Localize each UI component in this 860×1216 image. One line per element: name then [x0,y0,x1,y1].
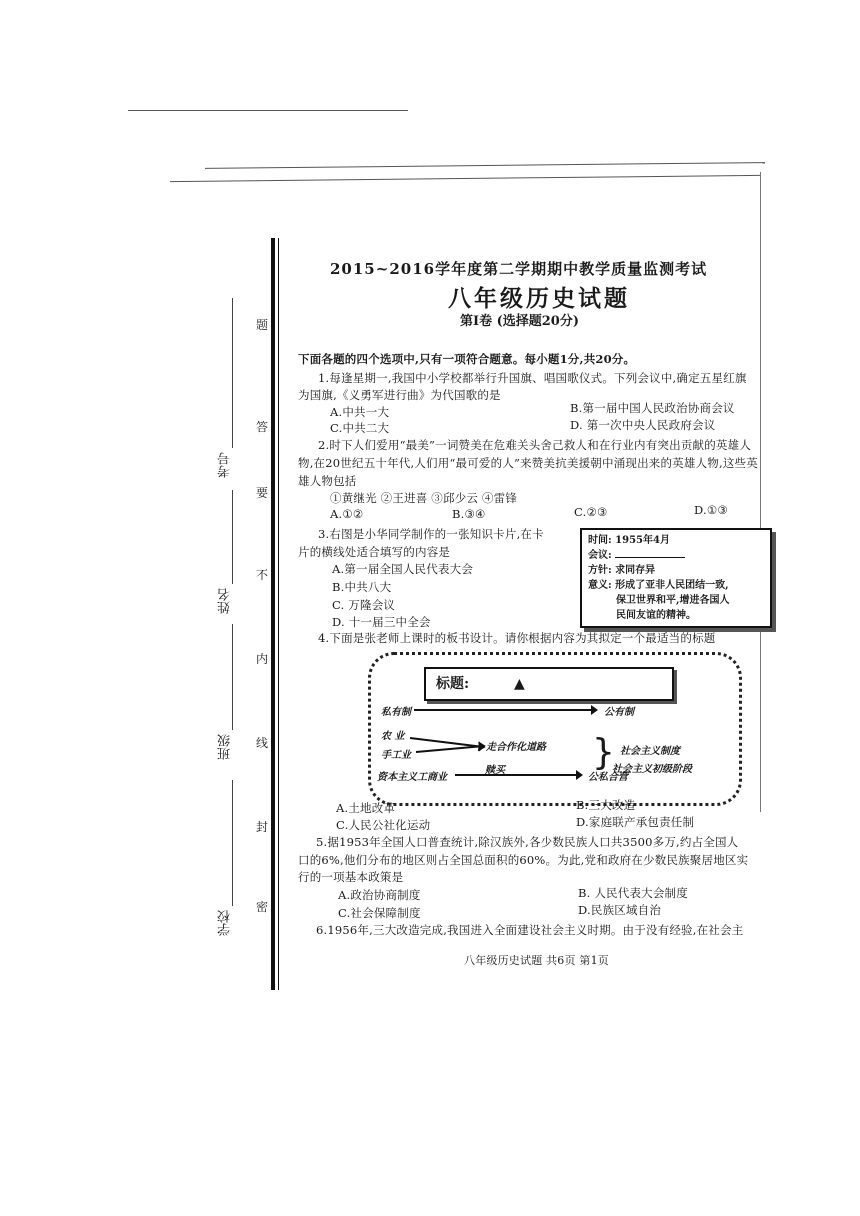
q1-option-b[interactable]: B.第一届中国人民政治协商会议 [570,401,735,415]
q4-option-c[interactable]: C.人民公社化运动 [336,818,431,832]
board-title-box [424,667,674,701]
triangle-icon: ▲ [514,676,525,692]
seal-char: 答 [256,420,269,434]
seal-char: 线 [256,736,269,750]
q2-option-c[interactable]: C.②③ [574,505,608,519]
section-title: 第Ⅰ卷 (选择题20分) [460,314,579,329]
q2-option-d[interactable]: D.①③ [694,503,728,517]
board-cooperative: 走合作化道路 [486,742,546,753]
seal-char: 不 [256,568,269,582]
q3-stem: 3.右图是小华同学制作的一张知识卡片,在卡 [318,527,544,541]
class-label: 班级 [218,734,233,760]
board-private: 私有制 [381,707,411,718]
q1-stem: 1.每逢星期一,我国中小学校都举行升国旗、唱国歌仪式。下列会议中,确定五星红旗 [318,371,747,385]
board-title-label: 标题: [436,676,470,692]
board-socialist-system: 社会主义制度 [620,746,680,757]
board-public: 公有制 [604,707,634,718]
scan-edge-line [760,172,761,812]
arrow-icon [414,709,592,711]
school-label: 学校 [218,910,233,936]
q4-option-b[interactable]: B.三大改造 [576,798,636,812]
q5-stem: 口的6%,他们分布的地区则占全国总面积的60%。为此,党和政府在少数民族聚居地区实 [298,853,749,867]
card-meeting: 会议: [588,548,764,563]
q1-stem: 为国旗,《义勇军进行曲》为代国歌的是 [298,388,501,402]
instructions: 下面各题的四个选项中,只有一项符合题意。每小题1分,共20分。 [298,352,636,366]
card-meaning: 民间友谊的精神。 [616,610,696,621]
school-field[interactable] [232,780,233,906]
seal-char: 密 [256,900,269,914]
q1-option-a[interactable]: A.中共一大 [330,405,390,419]
board-buyout: 赎买 [485,765,505,776]
q5-option-b[interactable]: B. 人民代表大会制度 [578,886,688,900]
q1-option-d[interactable]: D. 第一次中央人民政府会议 [570,418,716,432]
q5-option-a[interactable]: A.政治协商制度 [338,888,421,902]
seal-char: 题 [256,318,269,332]
name-field[interactable] [232,490,233,584]
exam-title: 2015~2016学年度第二学期期中教学质量监测考试 [330,260,708,278]
board-joint-venture: 公私合营 [588,772,628,783]
q5-stem: 5.据1953年全国人口普查统计,除汉族外,各少数民族人口共3500多万,约占全国人 [316,835,739,849]
seal-line-inner [278,238,279,990]
q2-option-a[interactable]: A.①② [330,507,364,521]
q6-stem: 6.1956年,三大改造完成,我国进入全面建设社会主义时期。由于没有经验,在社会主 [316,923,744,937]
card-meaning: 意义: 形成了亚非人民团结一致, [588,580,729,591]
knowledge-card [580,528,772,628]
q3-option-c[interactable]: C. 万隆会议 [332,598,396,612]
brace-icon: } [592,732,615,773]
scan-edge-line [128,110,408,111]
scan-edge-line [205,162,765,169]
q4-option-a[interactable]: A.土地改革 [336,801,396,815]
q1-option-c[interactable]: C.中共二大 [330,421,390,435]
seal-line-outer [271,238,275,990]
q3-option-a[interactable]: A.第一届全国人民代表大会 [332,562,474,576]
q3-stem: 片的横线处适合填写的内容是 [298,545,451,559]
seal-char: 内 [256,652,269,666]
q4-stem: 4.下面是张老师上课时的板书设计。请你根据内容为其拟定一个最适当的标题 [318,631,716,645]
class-field[interactable] [232,624,233,730]
board-capitalist: 资本主义工商业 [377,772,447,783]
exam-number-label: 考号 [218,452,233,478]
q2-stem: 2.时下人们爱用“最美”一词赞美在危难关头舍己救人和在行业内有突出贡献的英雄人 [318,438,752,452]
q5-stem: 行的一项基本政策是 [298,870,404,884]
q2-stem: 雄人物包括 [298,474,357,488]
board-handicraft: 手工业 [381,750,411,761]
q4-option-d[interactable]: D.家庭联产承包责任制 [576,815,695,829]
page-footer: 八年级历史试题 共6页 第1页 [464,954,609,967]
scan-edge-line [170,175,760,182]
seal-char: 封 [256,820,269,834]
card-time: 时间: 1955年4月 [588,535,670,546]
subject-title: 八年级历史试题 [448,285,630,312]
q2-stem: 物,在20世纪五十年代,人们用“最可爱的人”来赞美抗美援朝中涌现出来的英雄人物,这些英 [298,456,758,470]
card-blank [615,557,685,558]
q5-option-c[interactable]: C.社会保障制度 [338,906,421,920]
name-label: 姓名 [218,588,233,614]
q5-option-d[interactable]: D.民族区域自治 [578,903,662,917]
q3-option-d[interactable]: D. 十一届三中全会 [332,615,431,629]
q2-items: ①黄继光 ②王进喜 ③邱少云 ④雷锋 [330,491,518,505]
q3-option-b[interactable]: B.中共八大 [332,580,392,594]
q2-option-b[interactable]: B.③④ [452,507,486,521]
card-policy: 方针: 求同存异 [588,565,656,576]
arrow-icon [455,774,577,776]
exam-number-field[interactable] [232,298,233,448]
board-agriculture: 农 业 [381,731,405,742]
board-primary-stage: 社会主义初级阶段 [612,764,692,775]
card-meaning: 保卫世界和平,增进各国人 [616,595,730,606]
seal-char: 要 [256,486,269,500]
